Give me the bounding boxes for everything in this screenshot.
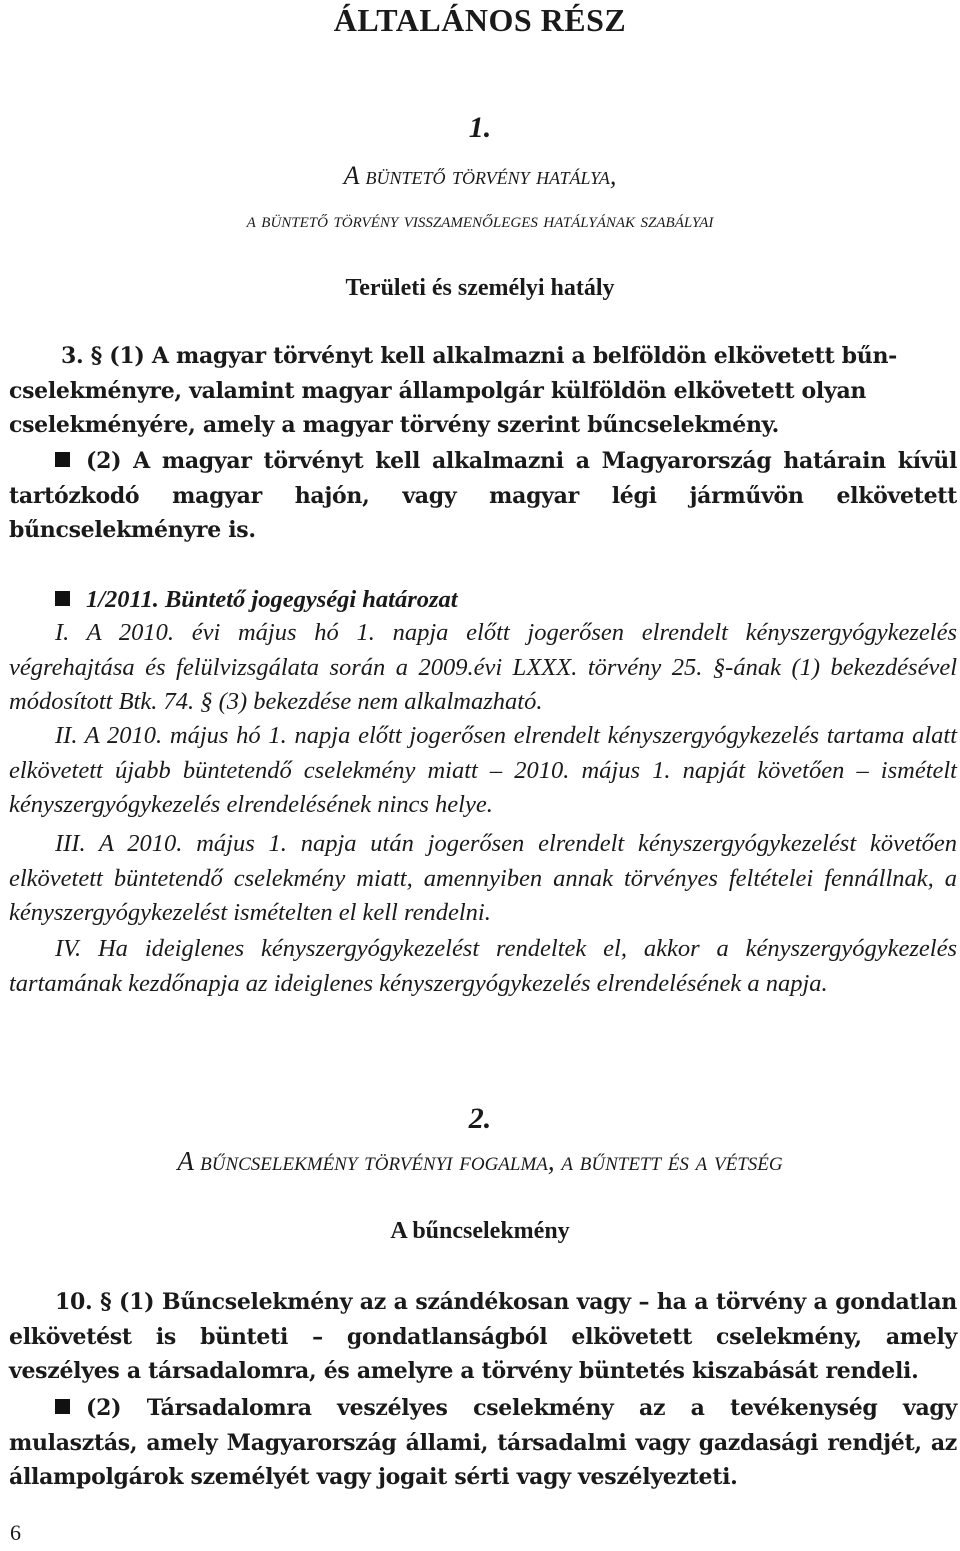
- section-10-paragraph-2: [9, 1391, 957, 1495]
- chapter-subtitle: a büntető törvény visszamenőleges hatályának szabályai: [246, 207, 714, 232]
- square-bullet-icon: [55, 591, 70, 606]
- section-3-paragraph-2-text: (2) A magyar törvényt kell alkalmazni a Magyarország határain kívül tartózkodó magyar hajón, vagy magyar légi járművön elkövetett bűncselekményre is.: [9, 448, 957, 543]
- decision-point-3: III. A 2010. május 1. napja után jogerősen elrendelt kényszergyógykezelést követően elkövetett büntetendő cselekmény miatt, amennyiben annak törvényes feltételei fennállnak, a kényszergyógykezelést ismételten el kell rendelni.: [9, 830, 957, 926]
- decision-point-2: II. A 2010. május hó 1. napja előtt jogerősen elrendelt kényszergyógykezelés tartama alatt elkövetett újabb büntetendő cselekmény miatt – 2010. május 1. napját követően – ismételt kényszergyógykezelés elrendelésének nincs helye.: [9, 722, 957, 818]
- decision-title-text: 1/2011. Büntető jogegységi határozat: [86, 586, 458, 613]
- page-title: ÁLTALÁNOS RÉSZ: [333, 2, 627, 38]
- chapter-title: A bűncselekmény törvényi fogalma, a bűntett és a vétség: [177, 1146, 783, 1176]
- square-bullet-icon: [55, 1399, 70, 1414]
- section-10-paragraph-2-text: (2) Társadalomra veszélyes cselekmény az a tevékenység vagy mulasztás, amely Magyarország állami, társadalmi vagy gazdasági rendjét, az állampolgárok személyét vagy jogait sérti vagy veszélyezteti.: [9, 1395, 957, 1490]
- chapter-title: A büntető törvény hatálya,: [343, 161, 617, 190]
- decision-point-1: I. A 2010. évi május hó 1. napja előtt jogerősen elrendelt kényszergyógykezelés végrehajtása és felülvizsgálata során a 2009.évi LXXX. törvény 25. §-ának (1) bekezdésével módosított Btk. 74. § (3) bekezdése nem alkalmazható.: [9, 619, 957, 715]
- page-number: 6: [10, 1520, 21, 1545]
- section-subheading: A bűncselekmény: [390, 1218, 570, 1244]
- section-3-line-1: 3. § (1) A magyar törvényt kell alkalmazni a belföldön elkövetett bűn-: [61, 343, 897, 369]
- section-3-paragraph-2: [9, 444, 957, 548]
- chapter-number: 2.: [468, 1102, 492, 1135]
- decision-title: [55, 583, 955, 618]
- section-3-line-3: cselekményére, amely a magyar törvény szerint bűncselekmény.: [9, 412, 780, 438]
- section-subheading: Területi és személyi hatály: [345, 275, 615, 301]
- decision-point-4: IV. Ha ideiglenes kényszergyógykezelést rendeltek el, akkor a kényszergyógykezelés tartamának kezdőnapja az ideiglenes kényszergyógykezelés elrendelésének a napja.: [9, 935, 957, 997]
- section-10-paragraph-1: 10. § (1) Bűncselekmény az a szándékosan vagy – ha a törvény a gondatlan elkövetést is bünteti – gondatlanságból elkövetett cselekmény, amely veszélyes a társadalomra, és amelyre a törvény büntetés kiszabását rendeli.: [9, 1289, 957, 1384]
- section-3-line-2: cselekményre, valamint magyar állampolgár külföldön elkövetett olyan: [9, 377, 867, 404]
- section-3-paragraph-1: [9, 339, 957, 443]
- chapter-number: 1.: [468, 111, 492, 144]
- square-bullet-icon: [55, 452, 70, 467]
